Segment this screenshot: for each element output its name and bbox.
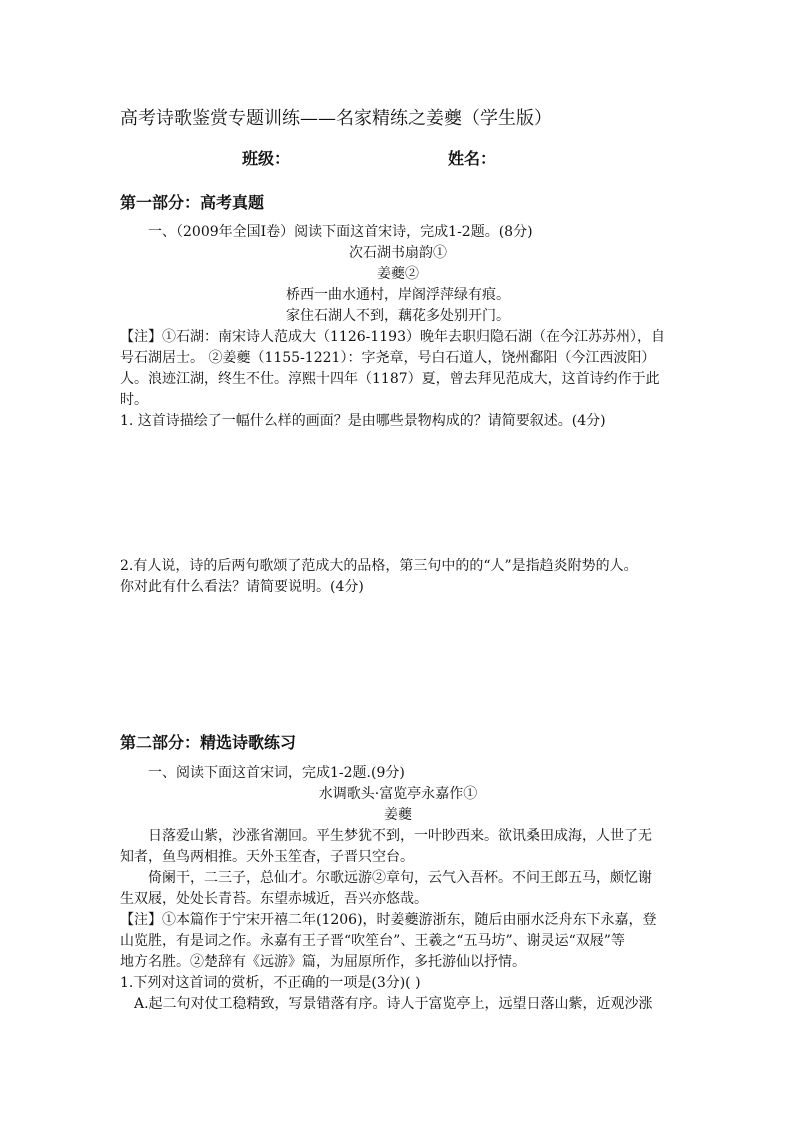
student-info-row xyxy=(242,148,497,170)
part2-question-intro: 一、阅读下面这首宋词，完成1-2题.(9分) xyxy=(148,765,405,781)
part2-heading: 第二部分：精选诗歌练习 xyxy=(120,733,297,752)
part2-option-a: A.起二句对仗工稳精致，写景错落有序。诗人于富览亭上，远望日落山紫，近观沙涨 xyxy=(134,996,653,1012)
part1-poem-title: 次石湖书扇韵① xyxy=(349,245,447,261)
document-title: 高考诗歌鉴赏专题训练——名家精练之姜夔（学生版） xyxy=(120,108,552,129)
part1-question-1: 1. 这首诗描绘了一幅什么样的画面？是由哪些景物构成的？请简要叙述。(4分) xyxy=(120,413,606,429)
part2-body-line-2: 知者，鱼鸟两相推。天外玉笙杳，子晋只空台。 xyxy=(120,849,414,865)
part2-note-line-2: 山览胜，有是词之作。永嘉有王子晋“吹笙台”、王羲之“五马坊”、谢灵运“双屐”等 xyxy=(120,933,625,949)
part1-question-intro: 一、（2009年全国Ⅰ卷）阅读下面这首宋诗，完成1-2题。(8分) xyxy=(148,224,533,240)
part2-body-line-3: 倚阑干，二三子，总仙才。尔歌远游②章句，云气入吾杯。不问王郎五马，颇忆谢 xyxy=(148,870,652,886)
part1-note-line-1: 【注】①石湖：南宋诗人范成大（1126-1193）晚年去职归隐石湖（在今江苏苏州），自 xyxy=(120,329,665,345)
part2-note-line-3: 地方名胜。②楚辞有《远游》篇，为屈原所作，多托游仙以抒情。 xyxy=(120,954,526,970)
part1-note-line-4: 时。 xyxy=(120,392,148,408)
part1-poem-line-1: 桥西一曲水通村，岸阁浮萍绿有痕。 xyxy=(286,287,510,303)
part2-poem-author: 姜夔 xyxy=(384,807,412,823)
part1-question-2-line-1: 2.有人说，诗的后两句歌颂了范成大的品格，第三句中的的“人”是指趋炎附势的人。 xyxy=(120,558,638,574)
part1-poem-line-2: 家住石湖人不到，藕花多处别开门。 xyxy=(286,308,510,324)
part1-poem-author: 姜夔② xyxy=(377,266,419,282)
part2-note-line-1: 【注】①本篇作于宁宋开禧二年(1206)，时姜夔游浙东，随后由丽水泛舟东下永嘉，登 xyxy=(120,912,657,928)
part1-heading: 第一部分：高考真题 xyxy=(120,193,265,212)
name-label: 姓名： xyxy=(448,149,497,168)
part2-question-1: 1.下列对这首词的赏析，不正确的一项是(3分)( ) xyxy=(120,975,421,991)
part2-body-line-1: 日落爱山紫，沙涨省潮回。平生梦犹不到，一叶眇西来。欲讯桑田成海，人世了无 xyxy=(148,828,652,844)
part2-poem-title: 水调歌头·富览亭永嘉作① xyxy=(318,786,478,802)
part2-body-line-4: 生双屐，处处长青苔。东望赤城近，吾兴亦悠哉。 xyxy=(120,891,428,907)
class-label: 班级： xyxy=(242,149,291,168)
part1-note-line-2: 号石湖居士。 ②姜夔（1155-1221）：字尧章，号白石道人，饶州鄱阳（今江西波阳） xyxy=(120,350,656,366)
part1-question-2-line-2: 你对此有什么看法？请简要说明。(4分) xyxy=(120,579,364,595)
part1-note-line-3: 人。浪迹江湖，终生不仕。淳熙十四年（1187）夏，曾去拜见范成大，这首诗约作于此 xyxy=(120,371,660,387)
